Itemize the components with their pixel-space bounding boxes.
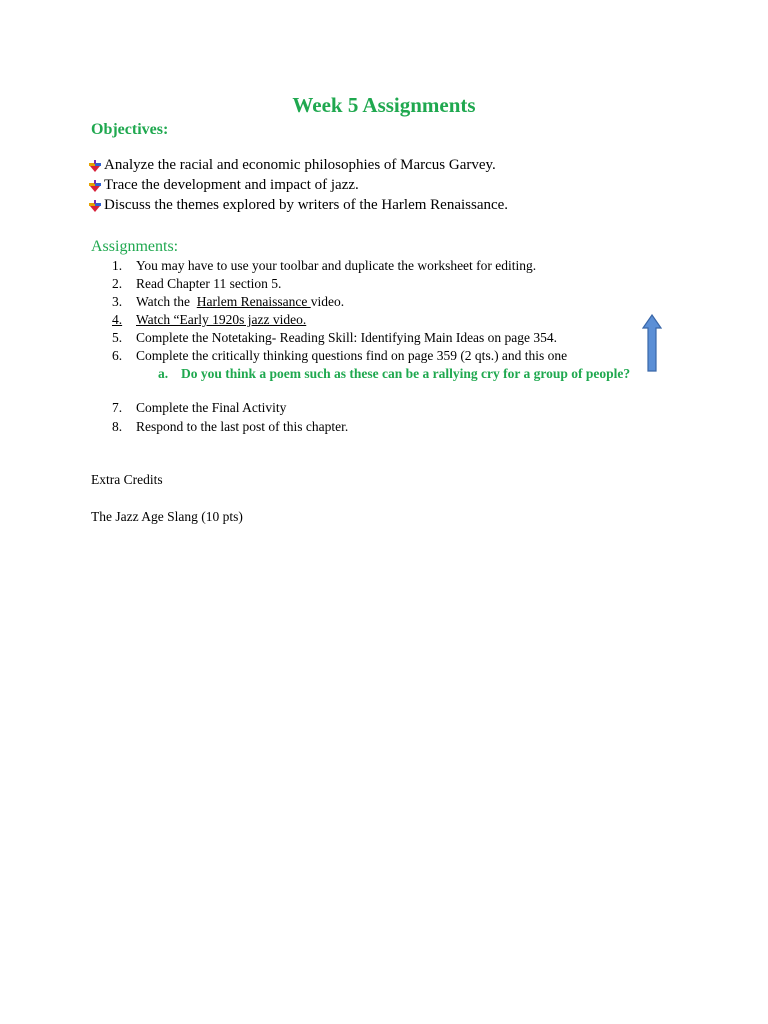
assignment-item xyxy=(112,419,348,435)
item-text: video. xyxy=(310,294,345,309)
item-number: 4. xyxy=(112,312,123,327)
objective-text: Trace the development and impact of jazz. xyxy=(104,177,359,193)
assignment-item xyxy=(112,348,567,364)
assignment-item xyxy=(112,400,286,416)
page-title: Week 5 Assignments xyxy=(292,93,476,117)
assignment-item xyxy=(112,258,536,274)
item-text: Complete the Final Activity xyxy=(136,400,287,415)
item-number: 2. xyxy=(112,276,123,291)
extra-credit-item: The Jazz Age Slang (10 pts) xyxy=(91,509,243,524)
extra-credits-heading: Extra Credits xyxy=(91,472,163,487)
item-number: 7. xyxy=(112,400,123,415)
item-number: 8. xyxy=(112,419,123,434)
colored-arrow-bullet-icon xyxy=(89,200,101,212)
sub-question xyxy=(158,366,641,382)
objective-text: Analyze the racial and economic philosophies of Marcus Garvey. xyxy=(104,157,496,173)
item-text: You may have to use your toolbar and duplicate the worksheet for editing. xyxy=(136,258,537,273)
item-number: 1. xyxy=(112,258,123,273)
harlem-renaissance-link[interactable]: Harlem Renaissance xyxy=(196,294,311,309)
item-text: Read Chapter 11 section 5. xyxy=(136,276,282,291)
assignment-item xyxy=(112,330,557,346)
objective-item xyxy=(89,177,359,194)
item-number: 5. xyxy=(112,330,123,345)
colored-arrow-bullet-icon xyxy=(89,160,101,172)
assignments-heading: Assignments: xyxy=(91,238,179,255)
objective-item xyxy=(89,157,496,174)
item-number: 6. xyxy=(112,348,123,363)
item-text: Respond to the last post of this chapter. xyxy=(136,419,349,434)
sub-question-text: Do you think a poem such as these can be a rallying cry for a group of people? xyxy=(181,366,631,381)
colored-arrow-bullet-icon xyxy=(89,180,101,192)
jazz-video-link[interactable]: Watch “Early 1920s jazz video. xyxy=(136,312,307,327)
assignment-item xyxy=(112,294,344,310)
up-arrow-icon xyxy=(642,314,662,372)
objective-text: Discuss the themes explored by writers of the Harlem Renaissance. xyxy=(104,197,509,213)
assignment-item xyxy=(112,312,306,328)
objective-item xyxy=(89,197,508,214)
item-text: Complete the critically thinking questions find on page 359 (2 qts.) and this one xyxy=(136,348,568,363)
item-number: 3. xyxy=(112,294,123,309)
item-text: Complete the Notetaking- Reading Skill: Identifying Main Ideas on page 354. xyxy=(136,330,558,345)
sub-letter: a. xyxy=(158,366,169,381)
assignment-item xyxy=(112,276,281,292)
item-text: Watch the xyxy=(136,294,197,309)
objectives-heading: Objectives: xyxy=(91,121,169,138)
